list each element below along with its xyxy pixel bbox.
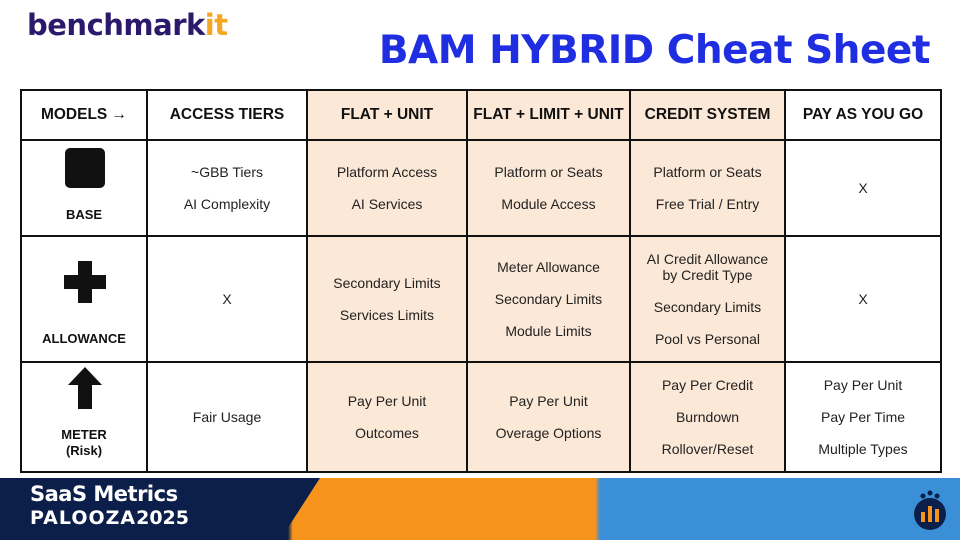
cell-base-pay-as-you-go: X [785, 140, 941, 236]
risk-label: (Risk) [65, 443, 103, 458]
cell-meter-pay-as-you-go: Pay Per Unit Pay Per Time Multiple Types [785, 362, 941, 472]
cell-allowance-flat-unit: Secondary Limits Services Limits [307, 236, 467, 362]
row-allowance [21, 236, 941, 362]
cell-base-access-tiers: ~GBB Tiers AI Complexity [147, 140, 307, 236]
cell-base-flat-unit: Platform Access AI Services [307, 140, 467, 236]
row-meter [21, 362, 941, 472]
col-header-flat-limit-unit: FLAT + LIMIT + UNIT [467, 90, 630, 140]
row-base [21, 140, 941, 236]
cell-allowance-pay-as-you-go: X [785, 236, 941, 362]
cell-meter-credit-system: Pay Per Credit Burndown Rollover/Reset [630, 362, 785, 472]
cell-allowance-flat-limit-unit: Meter Allowance Secondary Limits Module Limits [467, 236, 630, 362]
cell-meter-access-tiers: Fair Usage [147, 362, 307, 472]
cell-meter-flat-unit: Pay Per Unit Outcomes [307, 362, 467, 472]
cheat-sheet-table [20, 89, 942, 473]
cell-base-flat-limit-unit: Platform or Seats Module Access [467, 140, 630, 236]
black-square-icon [64, 147, 106, 189]
cell-allowance-access-tiers: X [147, 236, 307, 362]
cell-base-credit-system: Platform or Seats Free Trial / Entry [630, 140, 785, 236]
footer-subtitle: PALOOZA2025 [30, 507, 189, 529]
col-header-access-tiers: ACCESS TIERS [147, 90, 307, 140]
cell-allowance-credit-system: AI Credit Allowance by Credit Type Secondary Limits Pool vs Personal [630, 236, 785, 362]
col-header-pay-as-you-go: PAY AS YOU GO [785, 90, 941, 140]
model-meter [21, 362, 147, 472]
col-header-models: MODELS → [21, 90, 147, 140]
col-header-flat-unit: FLAT + UNIT [307, 90, 467, 140]
cell-meter-flat-limit-unit: Pay Per Unit Overage Options [467, 362, 630, 472]
col-header-credit-system: CREDIT SYSTEM [630, 90, 785, 140]
model-base [21, 140, 147, 236]
model-label-base: BASE [65, 207, 103, 222]
up-arrow-icon [68, 367, 102, 409]
header-row [21, 90, 941, 140]
model-label-allowance: ALLOWANCE [42, 331, 126, 346]
bar-chart-logo-icon [910, 488, 950, 532]
model-allowance [21, 236, 147, 362]
plus-icon [64, 261, 106, 303]
benchmarkit-logo: benchmarkit [27, 8, 228, 42]
model-label-meter: METER [61, 427, 107, 442]
page-title: BAM HYBRID Cheat Sheet [378, 28, 930, 73]
footer-title: SaaS Metrics [30, 482, 178, 506]
